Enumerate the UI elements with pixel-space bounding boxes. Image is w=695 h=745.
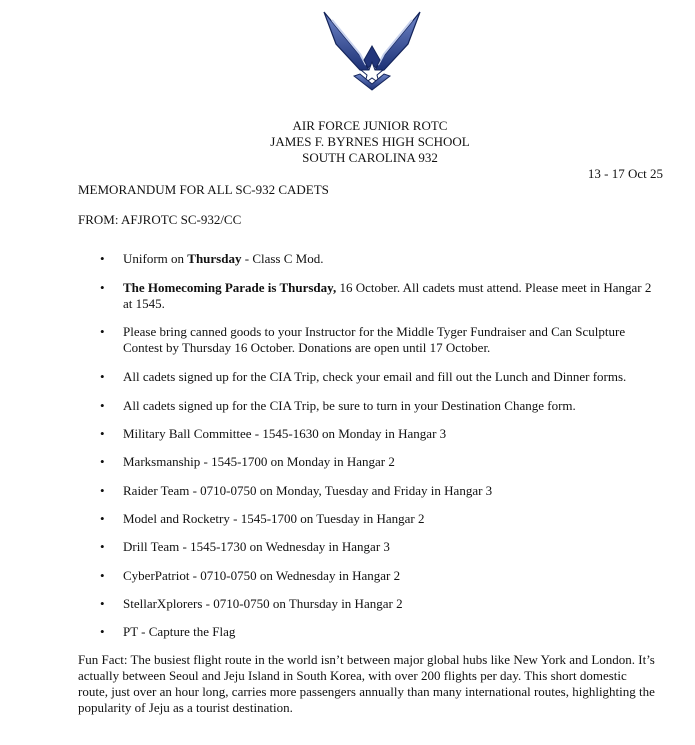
bullet-glyph: • xyxy=(100,324,105,339)
memo-date: 13 - 17 Oct 25 xyxy=(587,166,663,181)
bullet-text: CyberPatriot - 0710-0750 on Wednesday in Hangar 2 xyxy=(123,568,401,583)
bullet-glyph: • xyxy=(100,398,105,413)
bullet-text: Please bring canned goods to your Instructor for the Middle Tyger Fundraiser and Can Sculpture Contest by Thursday 16 October. Donations are open until 17 October. xyxy=(123,324,626,355)
bullet-text: Marksmanship - 1545-1700 on Monday in Hangar 2 xyxy=(123,454,395,469)
memo-title: MEMORANDUM FOR ALL SC-932 CADETS xyxy=(78,182,329,197)
bullet-text: Model and Rocketry - 1545-1700 on Tuesday in Hangar 2 xyxy=(123,511,425,526)
bullet-text: All cadets signed up for the CIA Trip, be sure to turn in your Destination Change form. xyxy=(123,398,576,413)
bullet-glyph: • xyxy=(100,280,105,295)
bullet-text: Raider Team - 0710-0750 on Monday, Tuesday and Friday in Hangar 3 xyxy=(123,483,493,498)
bullet-text: Military Ball Committee - 1545-1630 on Monday in Hangar 3 xyxy=(123,426,447,441)
bullet-glyph: • xyxy=(100,539,105,554)
bullet-glyph: • xyxy=(100,454,105,469)
header-line-2: JAMES F. BYRNES HIGH SCHOOL xyxy=(270,134,470,149)
header-line-1: AIR FORCE JUNIOR ROTC xyxy=(292,118,448,133)
bullet-text: StellarXplorers - 0710-0750 on Thursday in Hangar 2 xyxy=(123,596,403,611)
bullet-text-bold: The Homecoming Parade is Thursday, xyxy=(123,280,337,295)
bullet-text-pre: Uniform on xyxy=(123,251,188,266)
bullet-glyph: • xyxy=(100,624,105,639)
bullet-glyph: • xyxy=(100,596,105,611)
bullet-text: PT - Capture the Flag xyxy=(123,624,236,639)
letterhead xyxy=(0,118,695,166)
bullet-glyph: • xyxy=(100,251,105,266)
bullet-glyph: • xyxy=(100,511,105,526)
bullet-glyph: • xyxy=(100,426,105,441)
bullet-text: Drill Team - 1545-1730 on Wednesday in Hangar 3 xyxy=(123,539,390,554)
bullet-glyph: • xyxy=(100,369,105,384)
bullet-text: All cadets signed up for the CIA Trip, check your email and fill out the Lunch and Dinner forms. xyxy=(123,369,627,384)
bullet-glyph: • xyxy=(100,568,105,583)
bullet-text-post: - Class C Mod. xyxy=(241,251,324,266)
fun-fact-paragraph: Fun Fact: The busiest flight route in the world isn’t between major global hubs like New York and London. It’s actually between Seoul and Jeju Island in South Korea, with over 200 flights per day. This short domestic route, just over an hour long, carries more passengers annually than many international routes, highlighting the popularity of Jeju as a tourist destination. xyxy=(78,652,655,715)
header-line-3: SOUTH CAROLINA 932 xyxy=(302,150,438,165)
air-force-wings-logo-icon xyxy=(322,10,422,92)
bullet-glyph: • xyxy=(100,483,105,498)
bullet-text-post: 16 October. All cadets must attend. Please meet in Hangar 2 at 1545. xyxy=(123,280,652,311)
bullet-text-bold: Thursday xyxy=(187,251,242,266)
memo-from: FROM: AFJROTC SC-932/CC xyxy=(78,212,242,227)
